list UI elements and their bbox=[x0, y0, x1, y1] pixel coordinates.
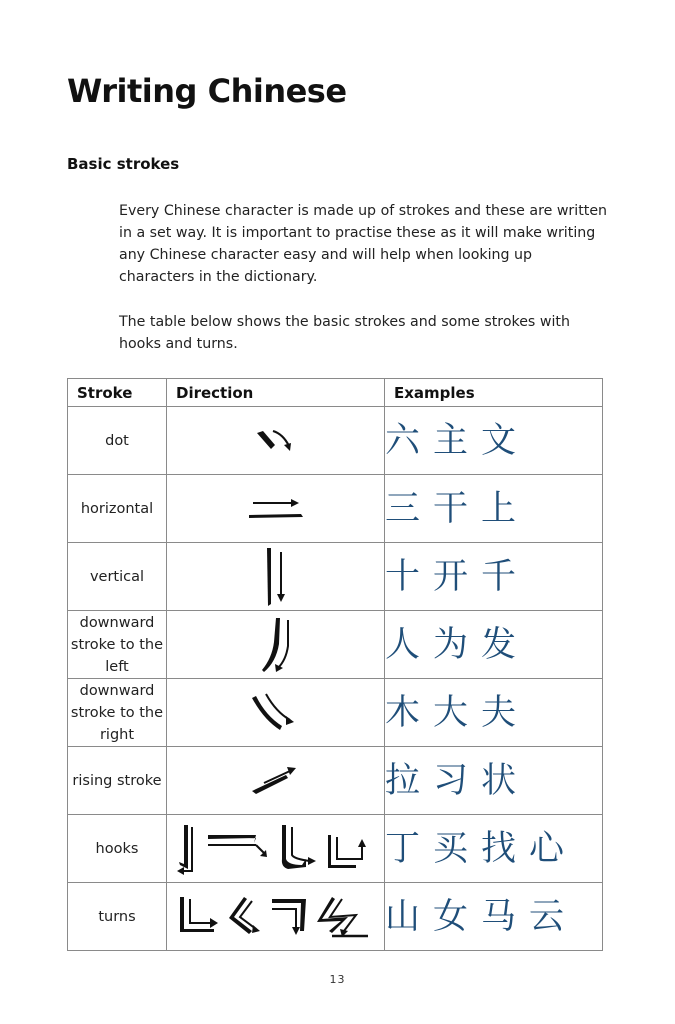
table-row bbox=[68, 407, 603, 475]
example-character: 为 bbox=[433, 624, 469, 665]
example-character: 找 bbox=[481, 828, 517, 869]
table-row bbox=[68, 475, 603, 543]
table-row bbox=[68, 679, 603, 747]
table-intro-paragraph: The table below shows the basic strokes and some strokes with hooks and turns. bbox=[119, 314, 570, 352]
example-character: 三 bbox=[385, 488, 421, 529]
examples-cell bbox=[385, 407, 603, 475]
vertical-stroke-arrow-icon bbox=[256, 546, 296, 608]
stroke-name: hooks bbox=[68, 815, 167, 883]
header-examples: Examples bbox=[385, 379, 603, 407]
section-heading: Basic strokes bbox=[67, 155, 180, 173]
example-character: 开 bbox=[433, 556, 469, 597]
example-character: 干 bbox=[433, 488, 469, 529]
header-stroke: Stroke bbox=[68, 379, 167, 407]
direction-cell bbox=[167, 679, 385, 747]
stroke-name: dot bbox=[68, 407, 167, 475]
example-character: 大 bbox=[433, 692, 469, 733]
left-falling-stroke-arrow-icon bbox=[256, 614, 296, 676]
example-character: 千 bbox=[481, 556, 517, 597]
example-character: 发 bbox=[481, 624, 517, 665]
page-title: Writing Chinese bbox=[67, 72, 347, 110]
examples-cell bbox=[385, 475, 603, 543]
example-character: 马 bbox=[481, 896, 517, 937]
example-character: 习 bbox=[433, 760, 469, 801]
examples-cell bbox=[385, 543, 603, 611]
direction-cell bbox=[167, 407, 385, 475]
page-number: 13 bbox=[329, 973, 346, 986]
table-row bbox=[68, 747, 603, 815]
example-character: 丁 bbox=[385, 828, 421, 869]
hook-strokes-arrow-icons bbox=[172, 819, 380, 879]
example-character: 木 bbox=[385, 692, 421, 733]
right-falling-stroke-arrow-icon bbox=[246, 688, 306, 738]
example-character: 主 bbox=[433, 420, 469, 461]
horizontal-stroke-arrow-icon bbox=[241, 489, 311, 529]
examples-cell bbox=[385, 883, 603, 951]
example-character: 十 bbox=[385, 556, 421, 597]
example-character: 状 bbox=[481, 760, 517, 801]
example-character: 山 bbox=[385, 896, 421, 937]
stroke-name: downward stroke to the right bbox=[68, 679, 167, 747]
stroke-name: vertical bbox=[68, 543, 167, 611]
example-character: 六 bbox=[385, 420, 421, 461]
example-character: 人 bbox=[385, 624, 421, 665]
example-character: 文 bbox=[481, 420, 517, 461]
turn-strokes-arrow-icons bbox=[172, 887, 380, 947]
example-character: 拉 bbox=[385, 760, 421, 801]
table-row bbox=[68, 543, 603, 611]
example-character: 买 bbox=[433, 828, 469, 869]
examples-cell bbox=[385, 679, 603, 747]
stroke-name: horizontal bbox=[68, 475, 167, 543]
direction-cell bbox=[167, 883, 385, 951]
table-header-row bbox=[68, 379, 603, 407]
direction-cell bbox=[167, 475, 385, 543]
example-character: 心 bbox=[529, 828, 565, 869]
direction-cell bbox=[167, 543, 385, 611]
dot-stroke-arrow-icon bbox=[251, 421, 301, 461]
examples-cell bbox=[385, 815, 603, 883]
table-row bbox=[68, 611, 603, 679]
examples-cell bbox=[385, 611, 603, 679]
example-character: 夫 bbox=[481, 692, 517, 733]
stroke-name: rising stroke bbox=[68, 747, 167, 815]
header-direction: Direction bbox=[167, 379, 385, 407]
example-character: 女 bbox=[433, 896, 469, 937]
rising-stroke-arrow-icon bbox=[246, 761, 306, 801]
table-row bbox=[68, 883, 603, 951]
strokes-table bbox=[67, 378, 603, 951]
examples-cell bbox=[385, 747, 603, 815]
example-character: 云 bbox=[529, 896, 565, 937]
table-row bbox=[68, 815, 603, 883]
stroke-name: turns bbox=[68, 883, 167, 951]
direction-cell bbox=[167, 747, 385, 815]
stroke-name: downward stroke to the left bbox=[68, 611, 167, 679]
example-character: 上 bbox=[481, 488, 517, 529]
direction-cell bbox=[167, 815, 385, 883]
direction-cell bbox=[167, 611, 385, 679]
intro-paragraph: Every Chinese character is made up of strokes and these are written in a set way. It is important to practise these as it will make writing any Chinese character easy and will help when looking up characters in the dictionary. bbox=[119, 203, 608, 285]
